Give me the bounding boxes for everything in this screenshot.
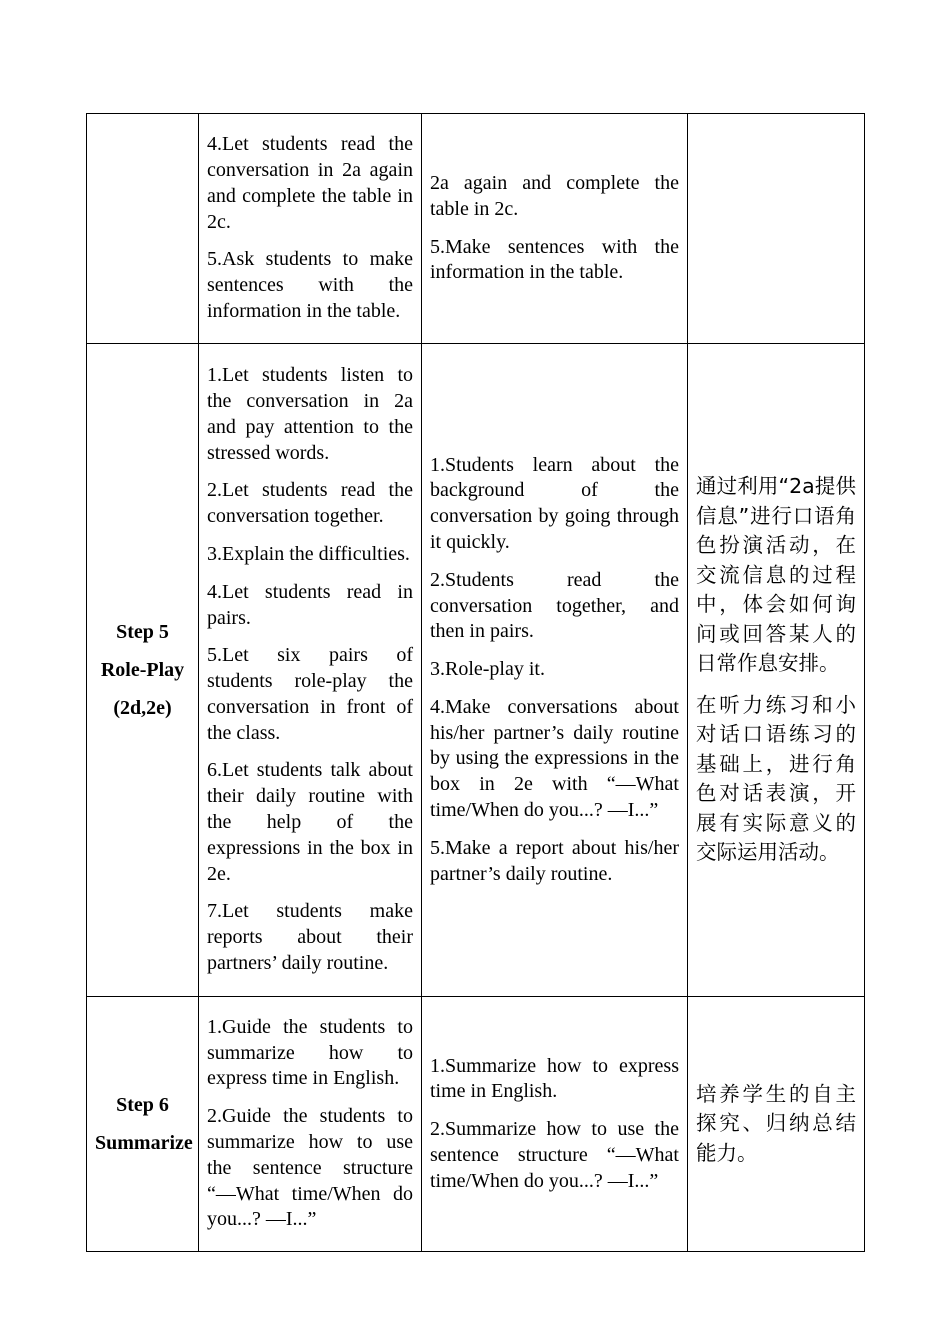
teacher-activity: 7.Let students make reports about their partners’ daily routine.	[207, 900, 413, 975]
student-activity-cell	[422, 114, 688, 344]
design-purpose-cell	[688, 997, 865, 1252]
teacher-activity: 4.Let students read in pairs.	[207, 580, 413, 629]
teacher-activity: 1.Guide the students to summarize how to express time in English.	[207, 1015, 413, 1090]
step-cell	[87, 344, 199, 997]
student-activity: 4.Make conversations about his/her partner’s daily routine by using the expressions in the box in 2e with “—What time/When do you...? —I...”	[430, 695, 679, 822]
student-activity: 5.Make a report about his/her partner’s daily routine.	[430, 836, 679, 885]
table-row	[87, 997, 865, 1252]
student-activity: 2.Students read the conversation together, and then in pairs.	[430, 568, 679, 643]
teacher-activity-cell	[199, 114, 422, 344]
teacher-activity: 1.Let students listen to the conversation in 2a and pay attention to the stressed words.	[207, 364, 413, 464]
table-row	[87, 114, 865, 344]
teacher-activity: 4.Let students read the conversation in 2a again and complete the table in 2c.	[207, 133, 413, 233]
teacher-activity-cell	[199, 344, 422, 997]
teacher-activity: 2.Let students read the conversation together.	[207, 479, 413, 528]
student-activity: 1.Students learn about the background of the conversation by going through it quickly.	[430, 453, 679, 553]
student-activity: 3.Role-play it.	[430, 658, 545, 681]
teacher-activity-cell	[199, 997, 422, 1252]
teacher-activity: 2.Guide the students to summarize how to use the sentence structure “—What time/When do you...? —I...”	[207, 1105, 413, 1231]
step-cell	[87, 114, 199, 344]
student-activity-cell	[422, 344, 688, 997]
student-activity-cell	[422, 997, 688, 1252]
student-activity: 2.Summarize how to use the sentence structure “—What time/When do you...? —I...”	[430, 1118, 679, 1192]
teacher-activity: 6.Let students talk about their daily routine with the help of the expressions in the box in 2e.	[207, 759, 413, 885]
teacher-activity: 5.Ask students to make sentences with the information in the table.	[207, 248, 413, 322]
student-activity: 5.Make sentences with the information in the table.	[430, 235, 679, 284]
design-purpose-cell	[688, 344, 865, 997]
step-name: Summarize	[95, 1132, 193, 1154]
teacher-activity: 5.Let six pairs of students role-play the conversation in front of the class.	[207, 644, 413, 744]
table-row	[87, 344, 865, 997]
step-title: Step 5	[116, 621, 169, 643]
design-purpose: 在听力练习和小对话口语练习的基础上，进行角色对话表演，开展有实际意义的交际运用活动。	[696, 692, 856, 865]
step-name: Role-Play	[100, 659, 185, 681]
lesson-plan-table	[86, 113, 865, 1252]
student-activity: 1.Summarize how to express time in English.	[430, 1054, 679, 1103]
design-purpose: 培养学生的自主探究、归纳总结能力。	[696, 1081, 856, 1165]
teacher-activity: 3.Explain the difficulties.	[207, 542, 410, 565]
design-purpose: 通过利用“2a提供信息”进行口语角色扮演活动，在交流信息的过程中，体会如何询问或回答某人的日常作息安排。	[696, 474, 856, 676]
step-tag: (2d,2e)	[113, 697, 172, 719]
student-activity: 2a again and complete the table in 2c.	[430, 171, 679, 220]
step-cell	[87, 997, 199, 1252]
design-purpose-cell	[688, 114, 865, 344]
step-title: Step 6	[116, 1094, 169, 1116]
